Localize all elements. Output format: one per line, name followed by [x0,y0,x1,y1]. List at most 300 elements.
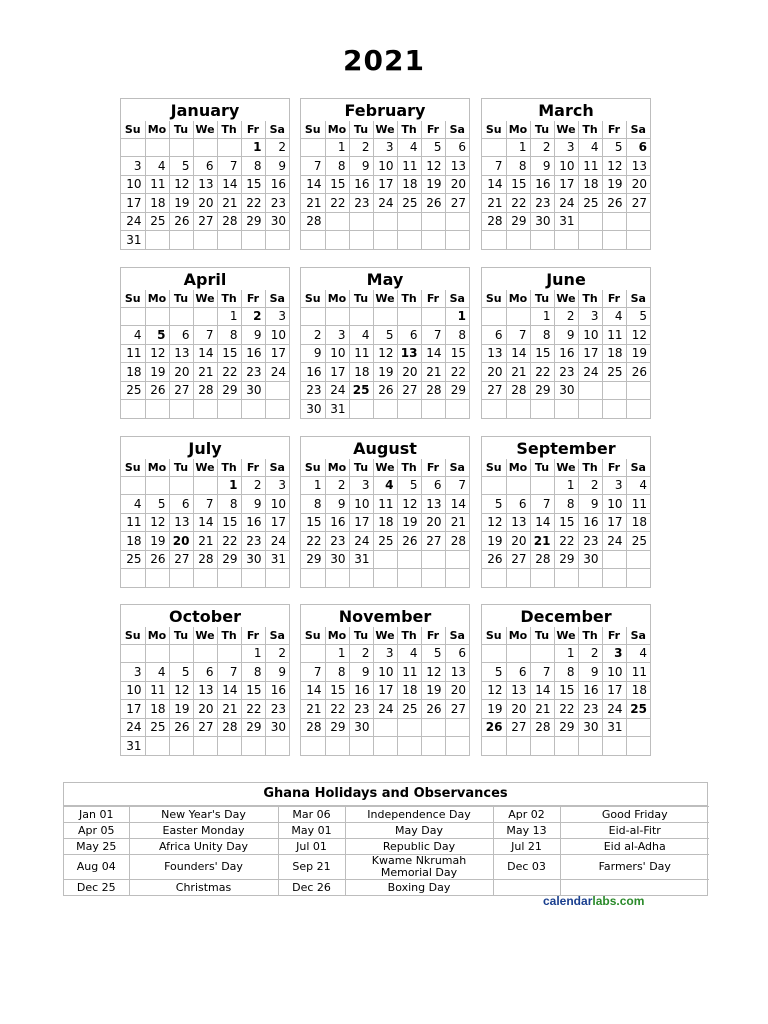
day-cell: 30 [301,400,325,419]
day-cell: 19 [482,700,506,719]
day-cell: 25 [349,381,373,400]
weekday-header: Th [578,121,602,138]
day-cell: 20 [421,513,445,532]
day-cell: 23 [265,700,289,719]
month-march [481,98,651,250]
month-december [481,604,651,756]
empty-cell [373,737,397,756]
empty-cell [121,569,145,588]
day-cell: 22 [241,700,265,719]
day-cell: 10 [602,495,626,514]
day-cell: 20 [169,363,193,382]
day-cell: 22 [325,194,349,213]
weekday-header: Th [217,459,241,476]
day-cell: 5 [145,326,169,345]
day-cell: 1 [445,307,469,326]
day-cell: 15 [217,513,241,532]
day-cell: 7 [193,326,217,345]
empty-cell [217,737,241,756]
day-cell: 13 [626,157,650,176]
weekday-header: Fr [602,290,626,307]
weekday-header: Th [397,459,421,476]
month-may [300,267,470,419]
day-cell: 15 [445,344,469,363]
day-cell: 13 [482,344,506,363]
day-cell: 15 [325,681,349,700]
day-cell: 4 [397,644,421,663]
day-cell: 4 [145,663,169,682]
empty-cell [421,231,445,250]
day-cell: 29 [217,550,241,569]
day-cell: 4 [626,476,650,495]
day-cell: 19 [397,513,421,532]
day-cell: 19 [169,194,193,213]
empty-cell [349,569,373,588]
day-cell: 28 [217,212,241,231]
day-cell: 9 [349,157,373,176]
month-august [300,436,470,588]
day-cell: 8 [241,157,265,176]
day-cell: 22 [554,700,578,719]
day-cell: 9 [578,663,602,682]
weekday-header: Su [482,459,506,476]
day-cell: 31 [121,231,145,250]
day-cell: 7 [530,663,554,682]
empty-cell [482,476,506,495]
day-cell: 31 [121,737,145,756]
weekday-header: Th [578,290,602,307]
holiday-name: Good Friday [560,807,709,823]
day-cell: 16 [554,344,578,363]
day-cell: 22 [554,532,578,551]
empty-cell [373,307,397,326]
day-cell: 10 [578,326,602,345]
day-cell: 2 [349,644,373,663]
empty-cell [506,644,530,663]
weekday-header: Su [482,627,506,644]
day-cell: 20 [445,681,469,700]
empty-cell [145,569,169,588]
day-cell: 15 [241,681,265,700]
holiday-name: Easter Monday [129,823,278,839]
empty-cell [602,569,626,588]
day-cell: 18 [578,175,602,194]
month-february [300,98,470,250]
day-cell: 2 [241,307,265,326]
day-cell: 31 [325,400,349,419]
weekday-header: Mo [145,290,169,307]
day-cell: 19 [421,681,445,700]
day-cell: 26 [169,718,193,737]
day-cell: 9 [578,495,602,514]
day-cell: 24 [121,718,145,737]
day-cell: 13 [169,344,193,363]
empty-cell [626,400,650,419]
empty-cell [506,476,530,495]
day-cell: 29 [241,212,265,231]
weekday-header: Tu [530,121,554,138]
day-cell: 18 [626,681,650,700]
day-cell: 19 [169,700,193,719]
day-cell: 9 [349,663,373,682]
weekday-header: Sa [626,459,650,476]
day-cell: 12 [145,344,169,363]
day-cell: 3 [265,476,289,495]
day-cell: 1 [530,307,554,326]
day-cell: 9 [265,157,289,176]
month-title: March [538,101,594,120]
empty-cell [121,400,145,419]
day-cell: 12 [145,513,169,532]
weekday-header: Tu [169,290,193,307]
day-cell: 29 [301,550,325,569]
day-cell: 17 [121,700,145,719]
day-cell: 6 [626,138,650,157]
day-cell: 7 [421,326,445,345]
holiday-date: Dec 03 [493,855,560,880]
empty-cell [445,718,469,737]
day-cell: 25 [397,700,421,719]
month-table [301,627,469,755]
empty-cell [530,231,554,250]
day-cell: 11 [121,513,145,532]
day-cell: 17 [265,344,289,363]
day-cell: 13 [506,681,530,700]
month-title: October [169,607,241,626]
day-cell: 12 [397,495,421,514]
empty-cell [217,231,241,250]
day-cell: 10 [121,681,145,700]
day-cell: 16 [578,513,602,532]
weekday-header: Mo [325,121,349,138]
weekday-header: Fr [421,121,445,138]
weekday-header: We [554,627,578,644]
empty-cell [325,231,349,250]
weekday-header: Tu [349,627,373,644]
empty-cell [301,644,325,663]
month-table [301,290,469,418]
day-cell: 21 [193,532,217,551]
day-cell: 30 [265,718,289,737]
empty-cell [445,212,469,231]
empty-cell [530,644,554,663]
weekday-header: Su [301,627,325,644]
day-cell: 11 [397,663,421,682]
day-cell: 7 [482,157,506,176]
weekday-header: Tu [530,290,554,307]
day-cell: 9 [241,495,265,514]
day-cell: 6 [506,495,530,514]
empty-cell [169,231,193,250]
day-cell: 21 [217,700,241,719]
empty-cell [349,307,373,326]
empty-cell [145,644,169,663]
weekday-header: Tu [349,459,373,476]
holiday-row [64,823,709,839]
weekday-header: Sa [265,459,289,476]
weekday-header: We [554,290,578,307]
holiday-name: Africa Unity Day [129,839,278,855]
empty-cell [626,718,650,737]
day-cell: 2 [301,326,325,345]
day-cell: 7 [217,157,241,176]
day-cell: 15 [554,513,578,532]
empty-cell [145,737,169,756]
day-cell: 16 [265,681,289,700]
empty-cell [301,737,325,756]
empty-cell [554,737,578,756]
day-cell: 23 [578,532,602,551]
day-cell: 20 [626,175,650,194]
empty-cell [217,569,241,588]
day-cell: 24 [265,363,289,382]
day-cell: 11 [121,344,145,363]
empty-cell [554,569,578,588]
day-cell: 2 [265,138,289,157]
month-june [481,267,651,419]
day-cell: 29 [217,381,241,400]
weekday-header: Su [121,121,145,138]
empty-cell [602,381,626,400]
empty-cell [602,212,626,231]
day-cell: 5 [626,307,650,326]
empty-cell [554,231,578,250]
empty-cell [217,400,241,419]
day-cell: 7 [506,326,530,345]
day-cell: 20 [506,700,530,719]
day-cell: 17 [554,175,578,194]
weekday-header: Sa [626,121,650,138]
day-cell: 28 [193,381,217,400]
day-cell: 9 [530,157,554,176]
day-cell: 22 [241,194,265,213]
weekday-header: We [373,459,397,476]
empty-cell [145,138,169,157]
day-cell: 21 [445,513,469,532]
day-cell: 30 [554,381,578,400]
empty-cell [145,476,169,495]
empty-cell [397,737,421,756]
day-cell: 19 [421,175,445,194]
day-cell: 4 [397,138,421,157]
day-cell: 3 [121,663,145,682]
empty-cell [626,231,650,250]
day-cell: 17 [349,513,373,532]
weekday-header: Tu [169,459,193,476]
day-cell: 6 [397,326,421,345]
empty-cell [445,569,469,588]
day-cell: 12 [169,175,193,194]
holiday-name: Christmas [129,880,278,896]
day-cell: 19 [145,363,169,382]
day-cell: 19 [373,363,397,382]
day-cell: 28 [301,718,325,737]
day-cell: 12 [626,326,650,345]
weekday-header: Tu [169,121,193,138]
month-title: July [188,439,222,458]
day-cell: 3 [373,644,397,663]
empty-cell [193,476,217,495]
weekday-header: Fr [602,459,626,476]
day-cell: 5 [169,663,193,682]
weekday-header: Mo [145,121,169,138]
day-cell: 1 [301,476,325,495]
day-cell: 25 [397,194,421,213]
empty-cell [373,400,397,419]
weekday-header: Mo [145,459,169,476]
day-cell: 12 [421,663,445,682]
weekday-header: Mo [325,290,349,307]
day-cell: 16 [530,175,554,194]
weekday-header: Mo [506,121,530,138]
weekday-header: Sa [626,290,650,307]
empty-cell [325,307,349,326]
month-table [482,627,650,755]
weekday-header: Mo [506,627,530,644]
weekday-header: Sa [265,290,289,307]
day-cell: 25 [121,550,145,569]
day-cell: 7 [193,495,217,514]
weekday-header: We [554,121,578,138]
empty-cell [506,307,530,326]
day-cell: 17 [121,194,145,213]
empty-cell [325,737,349,756]
day-cell: 4 [121,326,145,345]
empty-cell [241,569,265,588]
day-cell: 23 [349,700,373,719]
day-cell: 10 [373,157,397,176]
day-cell: 26 [169,212,193,231]
day-cell: 14 [482,175,506,194]
day-cell: 1 [217,476,241,495]
day-cell: 7 [301,157,325,176]
weekday-header: Sa [445,121,469,138]
empty-cell [578,231,602,250]
day-cell: 3 [373,138,397,157]
empty-cell [602,550,626,569]
day-cell: 16 [301,363,325,382]
day-cell: 14 [530,513,554,532]
day-cell: 17 [325,363,349,382]
day-cell: 3 [602,476,626,495]
day-cell: 25 [121,381,145,400]
holiday-date: Sep 21 [278,855,345,880]
empty-cell [397,212,421,231]
day-cell: 28 [482,212,506,231]
weekday-header: We [193,121,217,138]
day-cell: 11 [626,663,650,682]
empty-cell [193,400,217,419]
empty-cell [373,550,397,569]
day-cell: 17 [265,513,289,532]
weekday-header: Tu [349,121,373,138]
day-cell: 22 [506,194,530,213]
day-cell: 16 [578,681,602,700]
day-cell: 23 [530,194,554,213]
day-cell: 7 [217,663,241,682]
month-title: February [344,101,426,120]
weekday-header: Fr [241,459,265,476]
day-cell: 12 [482,681,506,700]
holiday-date: Jul 21 [493,839,560,855]
month-table [301,121,469,249]
day-cell: 11 [578,157,602,176]
holiday-date: Aug 04 [64,855,129,880]
weekday-header: We [193,627,217,644]
day-cell: 11 [145,175,169,194]
day-cell: 4 [373,476,397,495]
day-cell: 6 [445,644,469,663]
holiday-name [560,880,709,896]
day-cell: 26 [373,381,397,400]
weekday-header: Sa [445,290,469,307]
day-cell: 1 [241,644,265,663]
day-cell: 26 [397,532,421,551]
day-cell: 25 [145,718,169,737]
day-cell: 20 [445,175,469,194]
day-cell: 15 [554,681,578,700]
weekday-header: Su [301,459,325,476]
empty-cell [445,231,469,250]
day-cell: 8 [554,495,578,514]
day-cell: 6 [421,476,445,495]
day-cell: 28 [193,550,217,569]
weekday-header: Su [482,121,506,138]
weekday-header: Su [301,290,325,307]
empty-cell [445,737,469,756]
day-cell: 24 [265,532,289,551]
day-cell: 25 [145,212,169,231]
holiday-name: May Day [345,823,493,839]
day-cell: 16 [241,344,265,363]
empty-cell [578,737,602,756]
day-cell: 5 [145,495,169,514]
day-cell: 21 [482,194,506,213]
empty-cell [578,381,602,400]
day-cell: 5 [482,663,506,682]
weekday-header: Mo [145,627,169,644]
day-cell: 24 [373,700,397,719]
empty-cell [301,138,325,157]
day-cell: 27 [421,532,445,551]
day-cell: 17 [373,175,397,194]
day-cell: 8 [445,326,469,345]
day-cell: 1 [554,644,578,663]
day-cell: 17 [578,344,602,363]
month-table [121,121,289,249]
month-title: June [546,270,586,289]
empty-cell [506,737,530,756]
day-cell: 29 [554,718,578,737]
empty-cell [325,212,349,231]
day-cell: 13 [193,175,217,194]
holiday-date: Dec 26 [278,880,345,896]
day-cell: 6 [506,663,530,682]
day-cell: 4 [602,307,626,326]
holiday-row [64,807,709,823]
calendarlabs-logo[interactable] [543,894,644,908]
day-cell: 30 [530,212,554,231]
day-cell: 10 [554,157,578,176]
day-cell: 7 [445,476,469,495]
empty-cell [169,476,193,495]
weekday-header: Su [301,121,325,138]
empty-cell [482,231,506,250]
empty-cell [421,550,445,569]
day-cell: 19 [482,532,506,551]
day-cell: 16 [241,513,265,532]
day-cell: 11 [373,495,397,514]
